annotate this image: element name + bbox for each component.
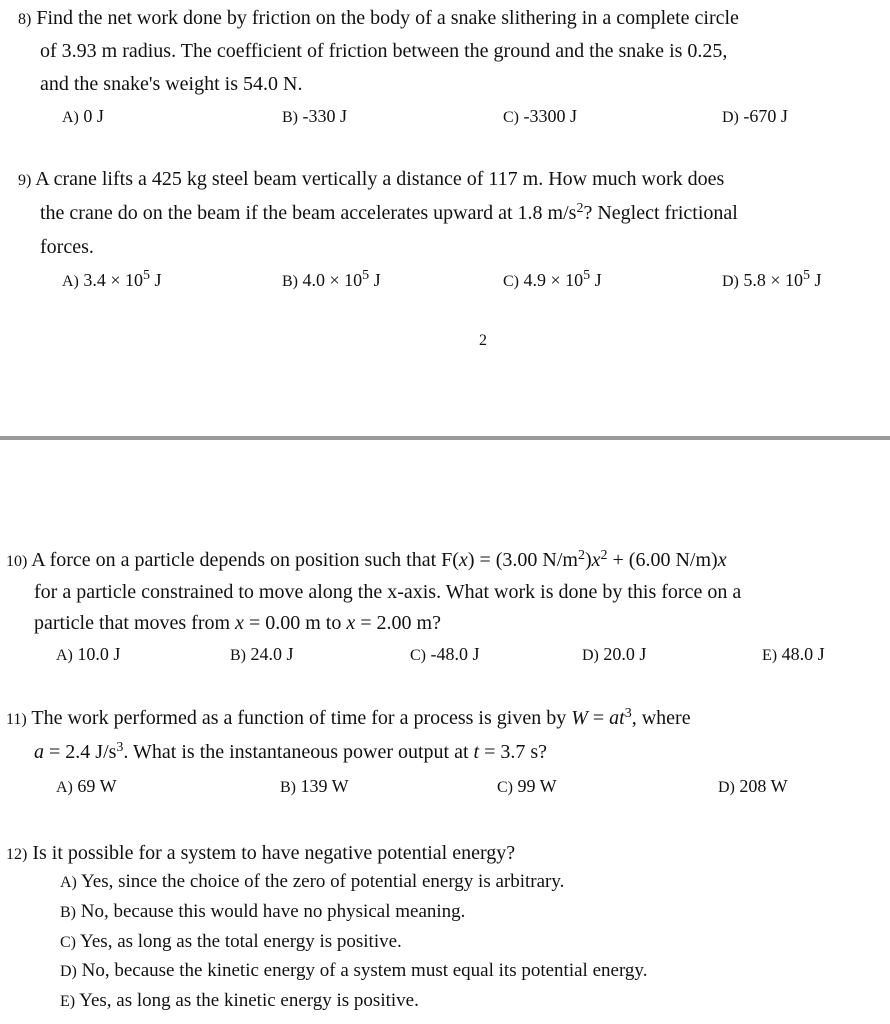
page-divider [0, 436, 890, 440]
q10-option-d[interactable]: D) 20.0 J [582, 644, 647, 664]
q12-option-d[interactable]: D) No, because the kinetic energy of a system must equal its potential energy. [60, 960, 648, 981]
q10-line-1: 10) A force on a particle depends on position such that F(x) = (3.00 $N/m^2)x^2 + (6.00$ N/m)x [6, 548, 727, 571]
q11-option-c[interactable]: C) 99 W [497, 776, 557, 796]
q8-option-b[interactable]: B) -330 J [282, 106, 347, 126]
q9-option-b[interactable]: B) $4.0 \times 10^5$ J [282, 268, 381, 290]
q9-number: 9) [18, 172, 32, 189]
q11-line-2: a = 2.4 $J/s^3$. What is the instantaneous power output at t = 3.7 s? [34, 740, 548, 763]
q11-line-1: 11) The work performed as a function of time for a process is given by $W = at^3$, where [6, 706, 691, 729]
q11-option-d[interactable]: D) 208 W [718, 776, 788, 796]
q10-option-c[interactable]: C) -48.0 J [410, 644, 480, 664]
page-number: 2 [479, 332, 487, 349]
q11-option-a[interactable]: A) 69 W [56, 776, 117, 796]
q9-line-1: 9) A crane lifts a 425 kg steel beam vertically a distance of 117 m. How much work does [18, 168, 725, 190]
q8-line-2: of 3.93 m radius. The coefficient of friction between the ground and the snake is 0.25, [40, 40, 728, 62]
q9-line-3: forces. [40, 236, 94, 258]
q8-option-c[interactable]: C) -3300 J [503, 106, 577, 126]
q9-option-a[interactable]: A) $3.4 \times 10^5$ J [62, 268, 162, 290]
q8-option-a[interactable]: A) 0 J [62, 106, 104, 126]
q10-line-3: particle that moves from x = 0.00 m to x = 2.00 m? [34, 612, 441, 634]
q10-option-b[interactable]: B) 24.0 J [230, 644, 294, 664]
q9-line-2: the crane do on the beam if the beam accelerates upward at 1.8 $m/s^2$? Neglect frictional [40, 201, 738, 224]
q12-option-a[interactable]: A) Yes, since the choice of the zero of potential energy is arbitrary. [60, 871, 565, 892]
q9-option-d[interactable]: D) $5.8 \times 10^5$ J [722, 268, 822, 290]
q8-line-3: and the snake's weight is 54.0 N. [40, 73, 303, 95]
q10-number: 10) [6, 553, 28, 570]
q10-option-a[interactable]: A) 10.0 J [56, 644, 121, 664]
q10-line-2: for a particle constrained to move along the x-axis. What work is done by this force on a [34, 581, 742, 603]
q12-line-1: 12) Is it possible for a system to have negative potential energy? [6, 842, 516, 864]
q12-option-e[interactable]: E) Yes, as long as the kinetic energy is positive. [60, 990, 419, 1011]
q11-number: 11) [6, 711, 27, 728]
q10-option-e[interactable]: E) 48.0 J [762, 644, 825, 664]
q11-option-b[interactable]: B) 139 W [280, 776, 349, 796]
q8-line-1: 8) Find the net work done by friction on the body of a snake slithering in a complete circle [18, 7, 739, 29]
q9-option-c[interactable]: C) $4.9 \times 10^5$ J [503, 268, 602, 290]
q12-option-b[interactable]: B) No, because this would have no physical meaning. [60, 901, 466, 922]
q12-option-c[interactable]: C) Yes, as long as the total energy is positive. [60, 931, 402, 952]
q12-number: 12) [6, 846, 28, 863]
q8-number: 8) [18, 11, 32, 28]
q8-option-d[interactable]: D) -670 J [722, 106, 788, 126]
